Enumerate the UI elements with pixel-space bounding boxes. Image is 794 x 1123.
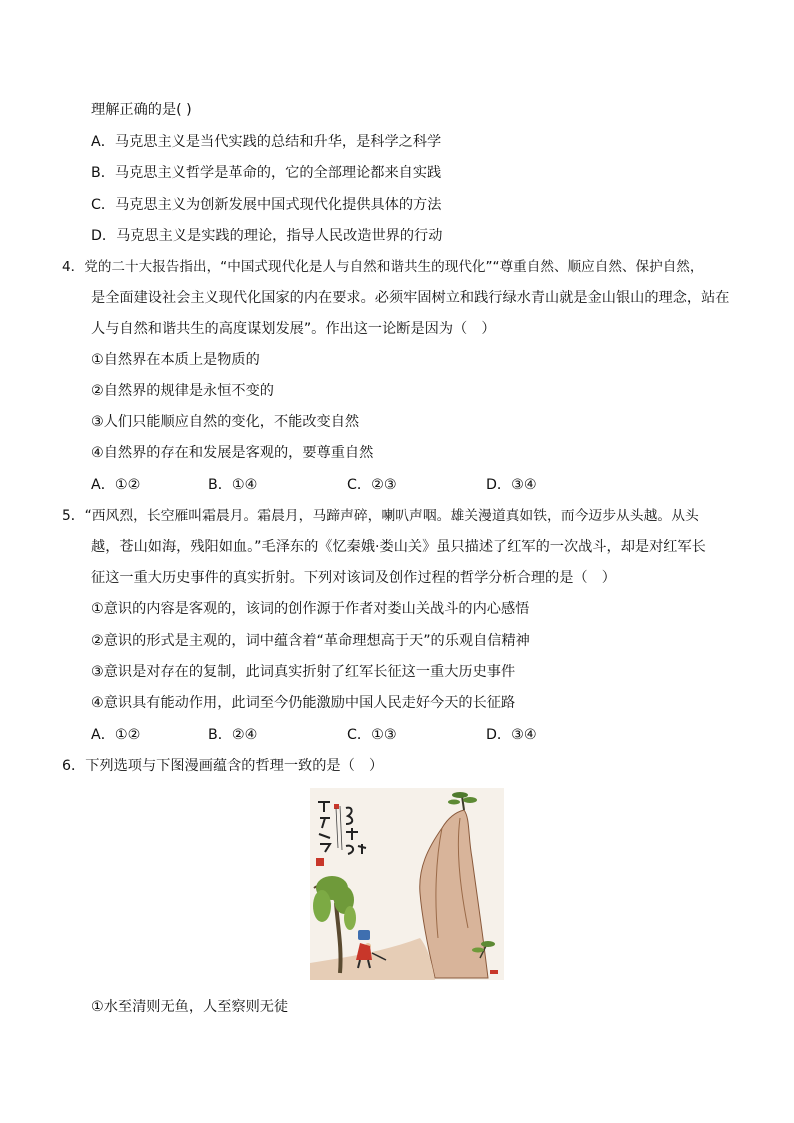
q4-stem-line-2: 是全面建设社会主义现代化国家的内在要求。必须牢固树立和践行绿水青山就是金山银山的理念，站在 [91, 290, 730, 306]
q5-statement-3: ③意识是对存在的复制，此词真实折射了红军长征这一重大历史事件 [91, 664, 516, 680]
q5-statement-1: ①意识的内容是客观的，该词的创作源于作者对娄山关战斗的内心感悟 [91, 601, 530, 617]
q3-option-a: A．马克思主义是当代实践的总结和升华，是科学之科学 [91, 134, 442, 150]
cartoon-drawing [310, 788, 504, 980]
q4-stem-line-3: 人与自然和谐共生的高度谋划发展”。作出这一论断是因为（ ） [91, 321, 496, 337]
q3-stem-tail: 理解正确的是( ) [91, 102, 192, 118]
q5-stem-line-2: 越，苍山如海，残阳如血。”毛泽东的《忆秦娥·娄山关》虽只描述了红军的一次战斗，却是对红军长 [91, 539, 706, 555]
q4-choices [0, 475, 794, 495]
q5-choice-c: C．①③ [347, 727, 397, 743]
q4-statement-4: ④自然界的存在和发展是客观的，要尊重自然 [91, 445, 374, 461]
q3-option-b: B．马克思主义哲学是革命的，它的全部理论都来自实践 [91, 165, 442, 181]
q6-statement-1: ①水至清则无鱼，人至察则无徒 [91, 999, 289, 1015]
q4-statement-1: ①自然界在本质上是物质的 [91, 352, 260, 368]
q5-choices [0, 725, 794, 745]
q3-option-c: C．马克思主义为创新发展中国式现代化提供具体的方法 [91, 197, 442, 213]
q5-choice-a: A．①② [91, 727, 141, 743]
q4-statement-3: ③人们只能顺应自然的变化，不能改变自然 [91, 414, 360, 430]
cartoon-image [310, 788, 504, 980]
q4-choice-d: D．③④ [486, 477, 537, 493]
q4-statement-2: ②自然界的规律是永恒不变的 [91, 383, 274, 399]
q4-stem-line-1: 4．党的二十大报告指出，“中国式现代化是人与自然和谐共生的现代化”“尊重自然、顺应自然、保护自然， [62, 259, 704, 275]
q4-choice-b: B．①④ [208, 477, 258, 493]
q4-choice-a: A．①② [91, 477, 141, 493]
q5-choice-b: B．②④ [208, 727, 258, 743]
q6-stem: 6．下列选项与下图漫画蕴含的哲理一致的是（ ） [62, 758, 384, 774]
q5-choice-d: D．③④ [486, 727, 537, 743]
q4-choice-c: C．②③ [347, 477, 397, 493]
q5-stem-line-1: 5．“西风烈，长空雁叫霜晨月。霜晨月，马蹄声碎，喇叭声咽。雄关漫道真如铁，而今迈步从头越。从头 [62, 508, 699, 524]
q5-statement-2: ②意识的形式是主观的，词中蕴含着“革命理想高于天”的乐观自信精神 [91, 633, 530, 649]
q5-stem-line-3: 征这一重大历史事件的真实折射。下列对该词及创作过程的哲学分析合理的是（ ） [91, 570, 616, 586]
q5-statement-4: ④意识具有能动作用，此词至今仍能激励中国人民走好今天的长征路 [91, 695, 516, 711]
q3-option-d: D．马克思主义是实践的理论，指导人民改造世界的行动 [91, 228, 443, 244]
